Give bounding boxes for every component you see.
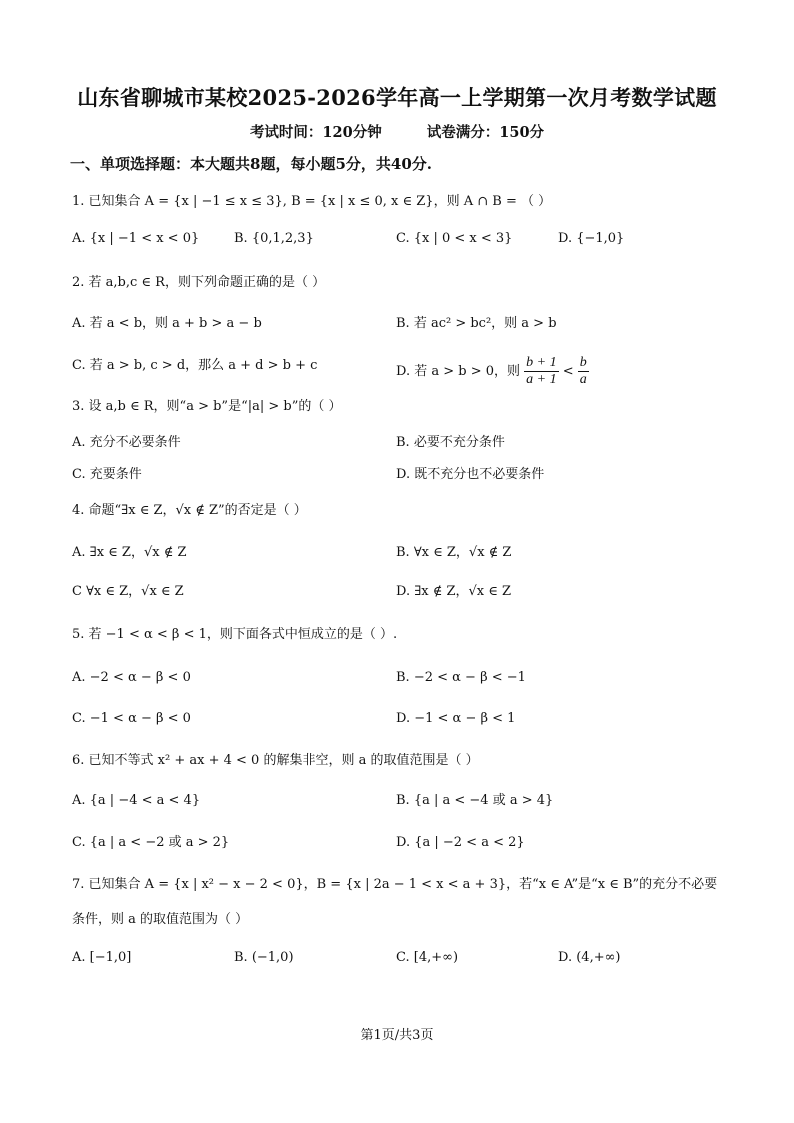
q2-option-d-text: D. 若 a > b > 0，则 [396,364,521,379]
q7-option-c: C. [4,+∞) [396,950,459,965]
less-than-sign: < [562,364,574,379]
q1-option-a: A. {x | −1 < x < 0} [72,231,200,246]
q5-option-d: D. −1 < α − β < 1 [396,711,516,726]
q4-option-d: D. ∃x ∉ Z，√x ∈ Z [396,584,512,599]
q1-option-b: B. {0,1,2,3} [234,231,314,246]
q4-option-a: A. ∃x ∈ Z，√x ∉ Z [72,545,187,560]
q6-option-a: A. {a | −4 < a < 4} [72,793,201,808]
q5-option-c: C. −1 < α − β < 0 [72,711,191,726]
fraction-left: $\frac{b + 1}{a + 1}$ [526,355,557,387]
q2-option-c: C. 若 a > b, c > d，那么 a + d > b + c [72,358,318,373]
q7-option-d: D. (4,+∞) [558,950,621,965]
question-6-stem: 6. 已知不等式 x² + ax + 4 < 0 的解集非空，则 a 的取值范围是（ ） [72,753,479,768]
q6-option-d: D. {a | −2 < a < 2} [396,835,525,850]
page-title: 山东省聊城市某校2025-2026学年高一上学期第一次月考数学试题 [77,85,717,110]
q2-option-d [396,355,589,388]
exam-info [0,121,794,142]
q4-option-b: B. ∀x ∈ Z，√x ∉ Z [396,545,512,560]
page-footer: 第1页/共3页 [360,1028,434,1043]
q7-option-b: B. (−1,0) [234,950,294,965]
q3-option-a: A. 充分不必要条件 [72,435,181,450]
q4-option-c: C ∀x ∈ Z，√x ∈ Z [72,584,184,599]
q3-option-c: C. 充要条件 [72,467,142,482]
exam-score: 试卷满分：150分 [426,124,545,141]
q6-option-b: B. {a | a < −4 或 a > 4} [396,793,554,808]
q2-option-a: A. 若 a < b，则 a + b > a − b [72,316,262,331]
question-3-stem: 3. 设 a,b ∈ R，则“a > b”是“|a| > b”的（ ） [72,399,342,414]
q2-option-b: B. 若 ac² > bc²，则 a > b [396,316,557,331]
q7-option-a: A. [−1,0] [72,950,132,965]
q3-option-b: B. 必要不充分条件 [396,435,505,450]
q1-option-c: C. {x | 0 < x < 3} [396,231,513,246]
q6-option-c: C. {a | a < −2 或 a > 2} [72,835,230,850]
question-1-stem: 1. 已知集合 A = {x | −1 ≤ x ≤ 3}, B = {x | x ≤ 0, x ∈ Z}，则 A ∩ B = （ ） [72,194,552,209]
section-heading: 一、单项选择题：本大题共8题，每小题5分，共40分. [70,155,432,173]
fraction-right: $\frac{b}{a}$ [579,355,587,387]
question-7-stem: 7. 已知集合 A = {x | x² − x − 2 < 0}，B = {x | 2a − 1 < x < a + 3}，若“x ∈ A”是“x ∈ B”的充分不必要 [72,877,718,892]
q5-option-b: B. −2 < α − β < −1 [396,670,526,685]
question-7-stem-cont: 条件，则 a 的取值范围为（ ） [72,912,249,927]
question-4-stem: 4. 命题“∃x ∈ Z，√x ∉ Z”的否定是（ ） [72,503,307,518]
question-2-stem: 2. 若 a,b,c ∈ R，则下列命题正确的是（ ） [72,275,326,290]
question-5-stem: 5. 若 −1 < α < β < 1，则下面各式中恒成立的是（ ）. [72,627,398,642]
q1-option-d: D. {−1,0} [558,231,625,246]
q3-option-d: D. 既不充分也不必要条件 [396,467,545,482]
exam-time: 考试时间：120分钟 [249,124,382,141]
q5-option-a: A. −2 < α − β < 0 [72,670,191,685]
